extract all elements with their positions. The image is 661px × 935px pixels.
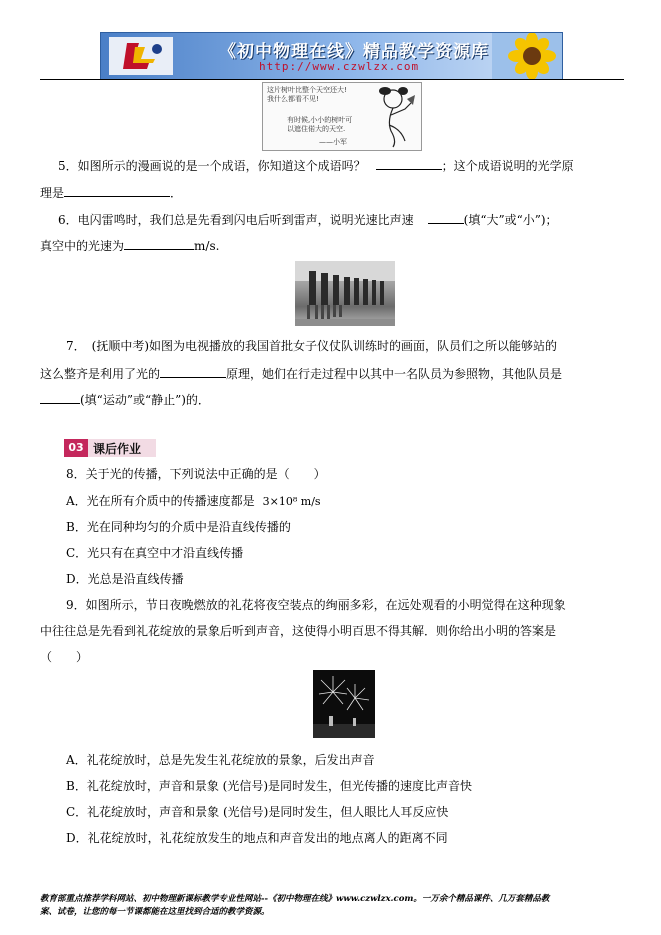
q9-option-c[interactable]: C．礼花绽放时，声音和景象 (光信号)是同时发生，但人眼比人耳反应快 [66,805,449,819]
q9-line3: （ ） [40,650,89,664]
section-number: 03 [64,439,88,457]
banner-title: 《初中物理在线》精品教学资源库 [219,42,489,62]
q9-line2: 中往往总是先看到礼花绽放的景象后听到声音，这使得小明百思不得其解．则你给出小明的答案是 [40,624,557,638]
cartoon-signature: ——小军 [319,138,347,146]
cartoon-text: 以遮住偌大的天空. [287,125,346,133]
cartoon-text: 我什么都看不见! [267,95,319,103]
cartoon-text: 这片树叶比整个天空还大! [267,86,347,94]
cartoon-image [262,82,422,151]
q7-line1: 7． (抚顺中考)如图为电视播放的我国首批女子仪仗队训练时的画面，队员们之所以能够站的 [66,339,558,353]
q5-line1: 5．如图所示的漫画说的是一个成语，你知道这个成语吗？ ；这个成语说明的光学原 [58,156,574,174]
q6-blank-speed[interactable] [124,236,194,250]
q8-option-b[interactable]: B．光在同种均匀的介质中是沿直线传播的 [66,520,291,534]
q7-line3: (填“运动”或“静止”)的． [40,390,210,408]
q8-option-c[interactable]: C．光只有在真空中才沿直线传播 [66,546,244,560]
q5-line2: 理是 ． [40,183,182,201]
q5-blank-principle[interactable] [64,183,170,197]
q9-option-d[interactable]: D．礼花绽放时，礼花绽放发生的地点和声音发出的地点离人的距离不同 [66,831,448,845]
header-banner [100,32,563,80]
site-logo-icon [109,37,173,75]
q7-blank-principle[interactable] [160,364,226,378]
q8-option-d[interactable]: D．光总是沿直线传播 [66,572,184,586]
section-title: 课后作业 [93,442,142,456]
q7-line2: 这么整齐是利用了光的 原理，她们在行走过程中以其中一名队员为参照物，其他队员是 [40,364,562,382]
cartoon-text: 有时候,小小的树叶可 [287,116,353,124]
honor-guard-image-icon [295,261,395,326]
cartoon-figure-icon [371,85,419,148]
q6-line2: 真空中的光速为 m/s. [40,236,219,254]
header-rule [40,79,624,80]
q6-blank-compare[interactable] [428,210,464,224]
q9-line1: 9．如图所示，节日夜晚燃放的礼花将夜空装点的绚丽多彩，在远处观看的小明觉得在这种现象 [66,598,566,612]
sunflower-icon [492,33,562,79]
q8-option-a[interactable]: A．光在所有介质中的传播速度都是 3×10⁸ m/s [66,494,321,508]
q8-stem: 8．关于光的传播，下列说法中正确的是（ ） [66,467,326,481]
fireworks-photo [313,670,375,738]
banner-url[interactable]: http://www.czwlzx.com [259,60,420,73]
footer-line2: 案、试卷，让您的每一节课都能在这里找到合适的教学资源。 [40,907,270,917]
footer-line1: 教育部重点推荐学科网站、初中物理新课标教学专业性网站--《初中物理在线》www.czwlzx.com。一万余个精品课件、几万套精品教 [40,894,550,904]
q6-line1: 6．电闪雷鸣时，我们总是先看到闪电后听到雷声，说明光速比声速 (填“大”或“小”)； [58,210,558,228]
q5-blank-idiom[interactable] [376,156,442,170]
fireworks-image-icon [313,670,375,738]
q7-blank-motion[interactable] [40,390,80,404]
honor-guard-photo [295,261,395,326]
section-header [64,439,156,457]
q9-option-a[interactable]: A．礼花绽放时，总是先发生礼花绽放的景象，后发出声音 [66,753,375,767]
q9-option-b[interactable]: B．礼花绽放时，声音和景象 (光信号)是同时发生，但光传播的速度比声音快 [66,779,472,793]
